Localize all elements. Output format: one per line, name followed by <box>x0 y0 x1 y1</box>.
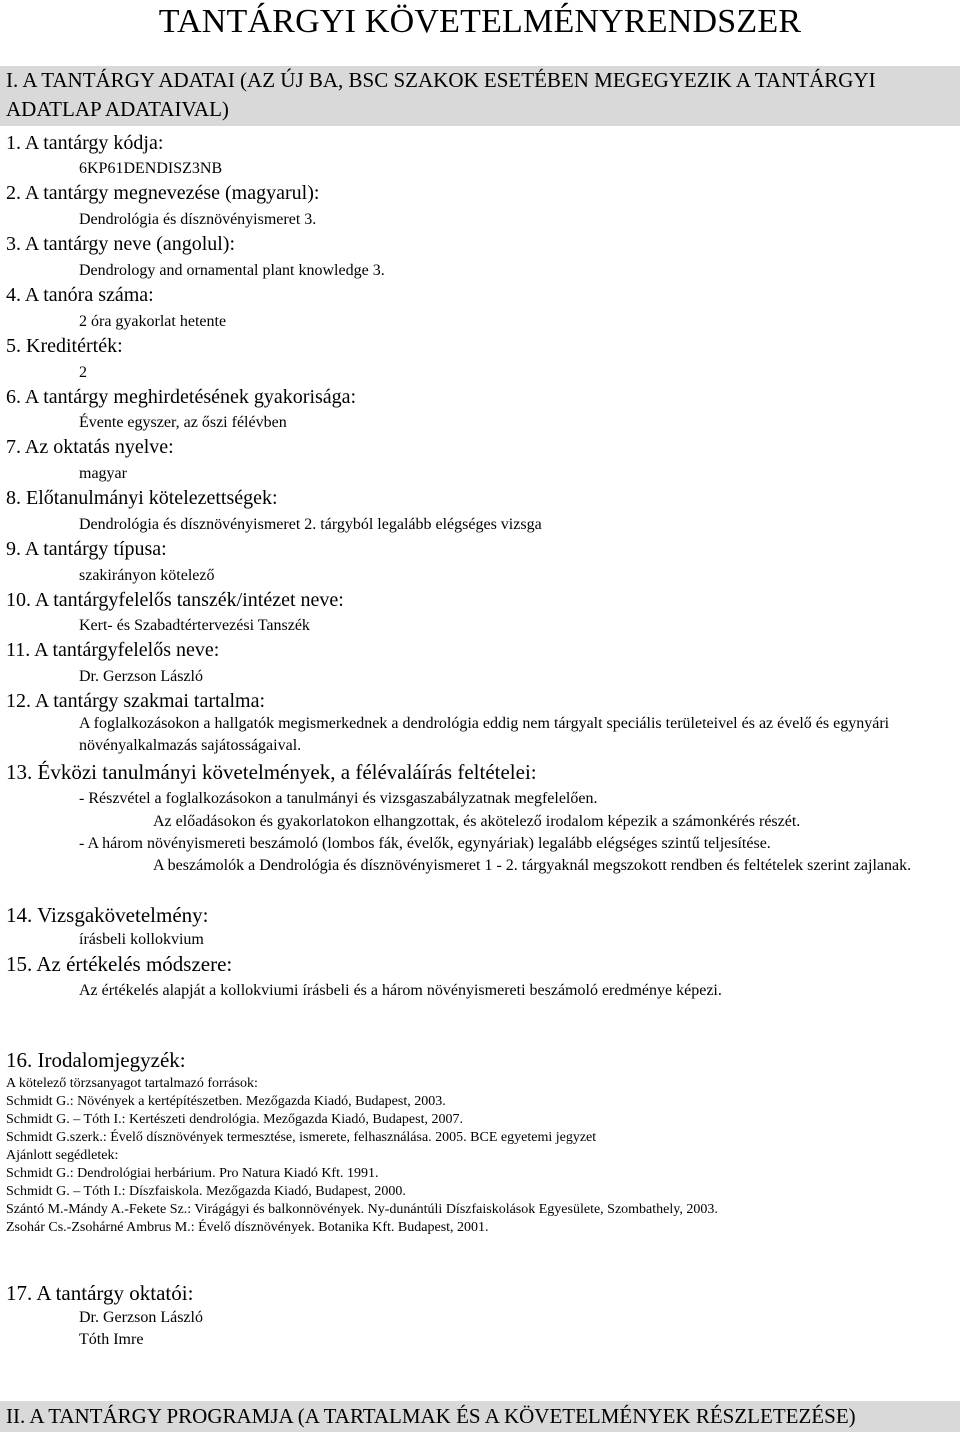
item-value-5: 2 <box>79 364 87 381</box>
item-value-14: írásbeli kollokvium <box>79 931 204 948</box>
reference-line: Schmidt G.szerk.: Évelő dísznövények termesztése, ismerete, felhasználása. 2005. BCE egyetemi jegyzet <box>6 1130 597 1145</box>
section-heading-data: I. A TANTÁRGY ADATAI (AZ ÚJ BA, BSC SZAKOK ESETÉBEN MEGEGYEZIK A TANTÁRGYI ADATLAP ADATAIVAL) <box>0 66 960 126</box>
document-title: TANTÁRGYI KÖVETELMÉNYRENDSZER <box>158 3 802 40</box>
reference-line: Schmidt G.: Dendrológiai herbárium. Pro Natura Kiadó Kft. 1991. <box>6 1166 379 1181</box>
reference-line: A kötelező törzsanyagot tartalmazó források: <box>6 1076 258 1091</box>
item-heading-6: 6. A tantárgy meghirdetésének gyakorisága: <box>6 386 357 408</box>
item-heading-3: 3. A tantárgy neve (angolul): <box>6 233 236 255</box>
item-value-1: 6KP61DENDISZ3NB <box>79 160 223 177</box>
reference-line: Schmidt G. – Tóth I.: Kertészeti dendrológia. Mezőgazda Kiadó, Budapest, 2007. <box>6 1112 463 1127</box>
requirement-line-3: - A három növényismereti beszámoló (lombos fák, évelők, egynyáriak) legalább elégséges szintű teljesítése. <box>79 835 771 852</box>
requirement-line-4: A beszámolók a Dendrológia és dísznövényismeret 1 - 2. tárgyaknál megszokott rendben és feltételek szerint zajlanak. <box>153 857 912 874</box>
item-value-6: Évente egyszer, az őszi félévben <box>79 414 287 431</box>
item-heading-10: 10. A tantárgyfelelős tanszék/intézet neve: <box>6 589 344 611</box>
item-value-12: A foglalkozásokon a hallgatók megismerkednek a dendrológia eddig nem tárgyalt speciális területeivel és az évelő és egynyári növényalkalmazás sajátosságaival. <box>79 715 890 754</box>
item-heading-15: 15. Az értékelés módszere: <box>6 952 233 976</box>
reference-line: Szántó M.-Mándy A.-Fekete Sz.: Virágágyi és balkonnövények. Ny-dunántúli Díszfaiskolások Egyesülete, Szombathely, 2003. <box>6 1202 718 1217</box>
item-value-10: Kert- és Szabadtértervezési Tanszék <box>79 617 310 634</box>
item-heading-1: 1. A tantárgy kódja: <box>6 132 164 154</box>
item-heading-8: 8. Előtanulmányi kötelezettségek: <box>6 487 278 509</box>
reference-line: Schmidt G. – Tóth I.: Díszfaiskola. Mezőgazda Kiadó, Budapest, 2000. <box>6 1184 406 1199</box>
item-heading-5: 5. Kreditérték: <box>6 335 123 357</box>
item-value-11: Dr. Gerzson László <box>79 668 203 685</box>
item-heading-2: 2. A tantárgy megnevezése (magyarul): <box>6 182 320 204</box>
section-heading-program: II. A TANTÁRGY PROGRAMJA (A TARTALMAK ÉS A KÖVETELMÉNYEK RÉSZLETEZÉSE) <box>0 1401 960 1432</box>
item-heading-4: 4. A tanóra száma: <box>6 284 154 306</box>
item-heading-12: 12. A tantárgy szakmai tartalma: <box>6 690 266 712</box>
item-value-9: szakirányon kötelező <box>79 567 215 584</box>
item-value-8: Dendrológia és dísznövényismeret 2. tárgyból legalább elégséges vizsga <box>79 516 542 533</box>
item-heading-16: 16. Irodalomjegyzék: <box>6 1048 186 1072</box>
item-value-3: Dendrology and ornamental plant knowledge 3. <box>79 262 385 279</box>
reference-line: Zsohár Cs.-Zsohárné Ambrus M.: Évelő dísznövények. Botanika Kft. Budapest, 2001. <box>6 1220 489 1235</box>
reference-line: Ajánlott segédletek: <box>6 1148 119 1163</box>
teacher-name: Tóth Imre <box>79 1331 144 1348</box>
requirement-line-1: - Részvétel a foglalkozásokon a tanulmányi és vizsgaszabályzatnak megfelelően. <box>79 790 598 807</box>
reference-line: Schmidt G.: Növények a kertépítészetben. Mezőgazda Kiadó, Budapest, 2003. <box>6 1094 446 1109</box>
item-value-15: Az értékelés alapját a kollokviumi írásbeli és a három növényismereti beszámoló eredménye képezi. <box>79 982 722 999</box>
item-heading-13: 13. Évközi tanulmányi követelmények, a félévaláírás feltételei: <box>6 760 537 784</box>
item-value-7: magyar <box>79 465 127 482</box>
item-heading-11: 11. A tantárgyfelelős neve: <box>6 639 220 661</box>
item-heading-14: 14. Vizsgakövetelmény: <box>6 903 209 927</box>
item-heading-17: 17. A tantárgy oktatói: <box>6 1281 194 1305</box>
item-value-2: Dendrológia és dísznövényismeret 3. <box>79 211 317 228</box>
requirement-line-2: Az előadásokon és gyakorlatokon elhangzottak, és akötelező irodalom képezik a számonkérés részét. <box>153 813 801 830</box>
item-value-4: 2 óra gyakorlat hetente <box>79 313 227 330</box>
item-heading-9: 9. A tantárgy típusa: <box>6 538 167 560</box>
teacher-name: Dr. Gerzson László <box>79 1309 203 1326</box>
item-heading-7: 7. Az oktatás nyelve: <box>6 436 174 458</box>
